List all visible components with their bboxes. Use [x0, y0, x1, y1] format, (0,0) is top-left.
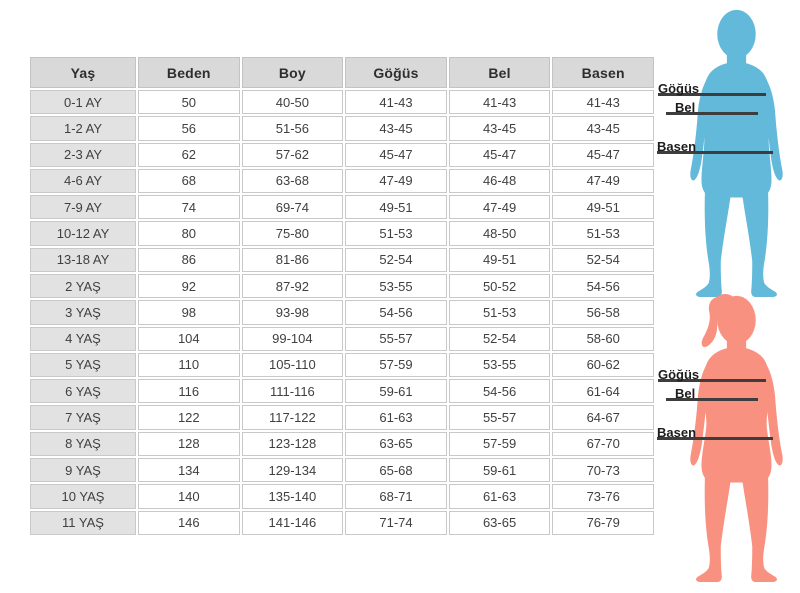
value-cell: 47-49	[449, 195, 551, 219]
value-cell: 68	[138, 169, 240, 193]
value-cell: 141-146	[242, 511, 344, 536]
age-cell: 2-3 AY	[30, 143, 136, 167]
value-cell: 59-61	[345, 379, 447, 403]
value-cell: 47-49	[552, 169, 654, 193]
value-cell: 51-53	[345, 221, 447, 245]
age-cell: 3 YAŞ	[30, 300, 136, 324]
value-cell: 76-79	[552, 511, 654, 536]
table-row	[30, 484, 654, 508]
age-cell: 8 YAŞ	[30, 432, 136, 456]
table-row	[30, 169, 654, 193]
girl-chest-measure-line	[658, 367, 766, 382]
child-waist-label: Bel	[675, 100, 696, 115]
value-cell: 104	[138, 327, 240, 351]
value-cell: 50	[138, 90, 240, 114]
value-cell: 43-45	[552, 116, 654, 140]
value-cell: 61-63	[345, 405, 447, 429]
age-cell: 4 YAŞ	[30, 327, 136, 351]
value-cell: 134	[138, 458, 240, 482]
value-cell: 63-65	[345, 432, 447, 456]
value-cell: 54-56	[552, 274, 654, 298]
value-cell: 43-45	[345, 116, 447, 140]
age-cell: 5 YAŞ	[30, 353, 136, 377]
value-cell: 56	[138, 116, 240, 140]
value-cell: 52-54	[449, 327, 551, 351]
value-cell: 68-71	[345, 484, 447, 508]
child-chest-measure-line	[658, 81, 766, 96]
value-cell: 52-54	[552, 248, 654, 272]
age-cell: 7-9 AY	[30, 195, 136, 219]
age-cell: 9 YAŞ	[30, 458, 136, 482]
value-cell: 75-80	[242, 221, 344, 245]
value-cell: 52-54	[345, 248, 447, 272]
age-cell: 7 YAŞ	[30, 405, 136, 429]
value-cell: 49-51	[345, 195, 447, 219]
value-cell: 116	[138, 379, 240, 403]
column-header-5: Bel	[449, 57, 551, 88]
girl-right-leg	[743, 475, 777, 582]
table-row	[30, 379, 654, 403]
value-cell: 45-47	[345, 143, 447, 167]
value-cell: 71-74	[345, 511, 447, 536]
value-cell: 57-62	[242, 143, 344, 167]
child-right-leg	[743, 190, 777, 297]
value-cell: 41-43	[449, 90, 551, 114]
girl-hip-measure-line	[657, 425, 773, 440]
age-cell: 6 YAŞ	[30, 379, 136, 403]
value-cell: 98	[138, 300, 240, 324]
value-cell: 45-47	[449, 143, 551, 167]
value-cell: 51-53	[449, 300, 551, 324]
value-cell: 40-50	[242, 90, 344, 114]
child-hip-measure-line	[657, 139, 773, 154]
value-cell: 80	[138, 221, 240, 245]
value-cell: 61-64	[552, 379, 654, 403]
value-cell: 81-86	[242, 248, 344, 272]
value-cell: 123-128	[242, 432, 344, 456]
value-cell: 111-116	[242, 379, 344, 403]
value-cell: 122	[138, 405, 240, 429]
table-row	[30, 143, 654, 167]
column-header-3: Boy	[242, 57, 344, 88]
value-cell: 67-70	[552, 432, 654, 456]
value-cell: 65-68	[345, 458, 447, 482]
girl-hip-label: Basen	[657, 425, 697, 440]
age-cell: 0-1 AY	[30, 90, 136, 114]
value-cell: 105-110	[242, 353, 344, 377]
age-cell: 4-6 AY	[30, 169, 136, 193]
value-cell: 129-134	[242, 458, 344, 482]
value-cell: 62	[138, 143, 240, 167]
table-row	[30, 300, 654, 324]
value-cell: 63-68	[242, 169, 344, 193]
value-cell: 93-98	[242, 300, 344, 324]
child-waist-measure-line	[666, 100, 758, 115]
child-chest-label: Göğüs	[658, 81, 700, 96]
value-cell: 69-74	[242, 195, 344, 219]
table-row	[30, 90, 654, 114]
table-row	[30, 353, 654, 377]
value-cell: 110	[138, 353, 240, 377]
table-row	[30, 458, 654, 482]
value-cell: 140	[138, 484, 240, 508]
value-cell: 58-60	[552, 327, 654, 351]
child-left-leg	[696, 190, 730, 297]
table-row	[30, 432, 654, 456]
value-cell: 46-48	[449, 169, 551, 193]
column-header-6: Basen	[552, 57, 654, 88]
value-cell: 74	[138, 195, 240, 219]
value-cell: 60-62	[552, 353, 654, 377]
value-cell: 73-76	[552, 484, 654, 508]
value-cell: 45-47	[552, 143, 654, 167]
value-cell: 49-51	[449, 248, 551, 272]
value-cell: 41-43	[345, 90, 447, 114]
age-cell: 10 YAŞ	[30, 484, 136, 508]
age-cell: 1-2 AY	[30, 116, 136, 140]
value-cell: 117-122	[242, 405, 344, 429]
value-cell: 51-56	[242, 116, 344, 140]
table-row	[30, 405, 654, 429]
value-cell: 56-58	[552, 300, 654, 324]
column-header-1: Yaş	[30, 57, 136, 88]
value-cell: 43-45	[449, 116, 551, 140]
value-cell: 92	[138, 274, 240, 298]
value-cell: 99-104	[242, 327, 344, 351]
value-cell: 53-55	[345, 274, 447, 298]
value-cell: 61-63	[449, 484, 551, 508]
table-header-row	[30, 57, 654, 88]
age-cell: 11 YAŞ	[30, 511, 136, 536]
table-row	[30, 116, 654, 140]
table-row	[30, 195, 654, 219]
value-cell: 54-56	[345, 300, 447, 324]
column-header-4: Göğüs	[345, 57, 447, 88]
value-cell: 55-57	[449, 405, 551, 429]
age-cell: 2 YAŞ	[30, 274, 136, 298]
value-cell: 57-59	[449, 432, 551, 456]
value-cell: 54-56	[449, 379, 551, 403]
column-header-2: Beden	[138, 57, 240, 88]
table-row	[30, 221, 654, 245]
value-cell: 47-49	[345, 169, 447, 193]
size-table-container	[28, 55, 656, 537]
value-cell: 135-140	[242, 484, 344, 508]
value-cell: 57-59	[345, 353, 447, 377]
size-chart-table	[28, 55, 656, 537]
girl-left-leg	[696, 475, 730, 582]
value-cell: 64-67	[552, 405, 654, 429]
value-cell: 87-92	[242, 274, 344, 298]
value-cell: 70-73	[552, 458, 654, 482]
value-cell: 146	[138, 511, 240, 536]
value-cell: 63-65	[449, 511, 551, 536]
value-cell: 59-61	[449, 458, 551, 482]
girl-waist-label: Bel	[675, 386, 696, 401]
value-cell: 48-50	[449, 221, 551, 245]
value-cell: 55-57	[345, 327, 447, 351]
value-cell: 53-55	[449, 353, 551, 377]
age-cell: 13-18 AY	[30, 248, 136, 272]
value-cell: 86	[138, 248, 240, 272]
value-cell: 49-51	[552, 195, 654, 219]
value-cell: 51-53	[552, 221, 654, 245]
table-row	[30, 511, 654, 536]
child-hip-label: Basen	[657, 139, 697, 154]
value-cell: 41-43	[552, 90, 654, 114]
girl-chest-label: Göğüs	[658, 367, 700, 382]
table-row	[30, 274, 654, 298]
table-row	[30, 248, 654, 272]
value-cell: 128	[138, 432, 240, 456]
girl-waist-measure-line	[666, 386, 758, 401]
table-row	[30, 327, 654, 351]
age-cell: 10-12 AY	[30, 221, 136, 245]
value-cell: 50-52	[449, 274, 551, 298]
